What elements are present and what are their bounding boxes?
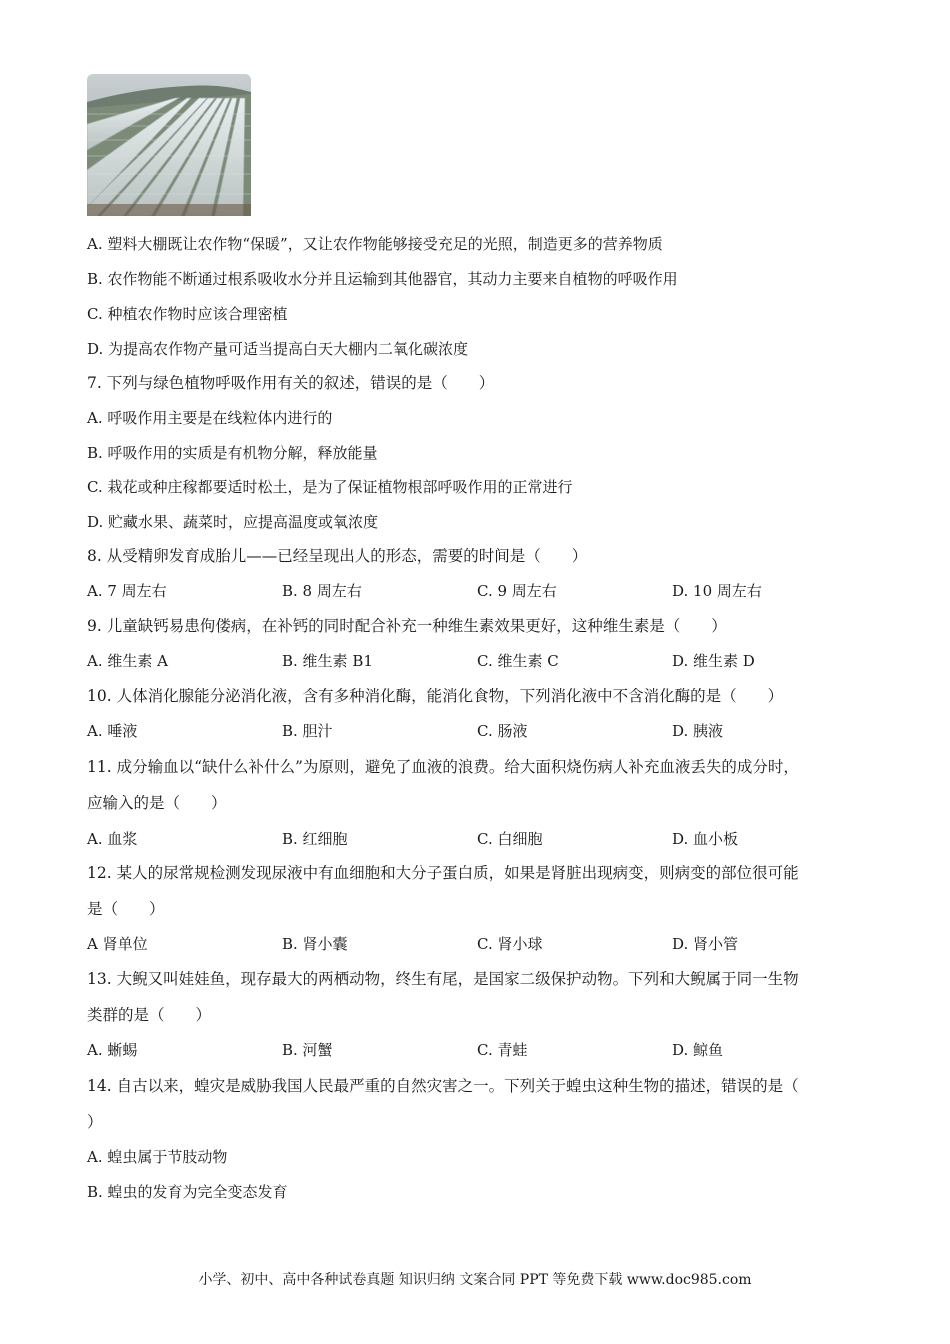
q13-option-c: C. 青蛙 xyxy=(477,1041,528,1059)
q8-option-d: D. 10 周左右 xyxy=(672,582,762,600)
q8-stem: 8. 从受精卵发育成胎儿——已经呈现出人的形态，需要的时间是（ ） xyxy=(87,547,588,565)
q12-stem-line2: 是（ ） xyxy=(87,900,165,918)
q10-stem: 10. 人体消化腺能分泌消化液，含有多种消化酶，能消化食物，下列消化液中不含消化酶的是（ ） xyxy=(87,687,784,705)
q14-option-a: A. 蝗虫属于节肢动物 xyxy=(87,1148,228,1166)
q13-stem-line1: 13. 大鲵又叫娃娃鱼，现存最大的两栖动物，终生有尾，是国家二级保护动物。下列和大鲵属于同一生物 xyxy=(87,970,799,988)
q7-option-d: D. 贮藏水果、蔬菜时，应提高温度或氧浓度 xyxy=(87,513,379,531)
q9-stem: 9. 儿童缺钙易患佝偻病，在补钙的同时配合补充一种维生素效果更好，这种维生素是（ ） xyxy=(87,617,727,635)
q11-option-a: A. 血浆 xyxy=(87,830,138,848)
q7-option-a: A. 呼吸作用主要是在线粒体内进行的 xyxy=(87,409,333,427)
q14-stem-line2: ） xyxy=(87,1113,103,1131)
q9-option-b: B. 维生素 B1 xyxy=(282,652,373,670)
q12-options xyxy=(87,934,877,954)
q13-option-a: A. 蜥蜴 xyxy=(87,1041,138,1059)
q6-option-d: D. 为提高农作物产量可适当提高白天大棚内二氧化碳浓度 xyxy=(87,340,469,358)
q10-option-d: D. 胰液 xyxy=(672,722,724,740)
q6-option-b: B. 农作物能不断通过根系吸收水分并且运输到其他器官，其动力主要来自植物的呼吸作用 xyxy=(87,270,678,288)
page-footer: 小学、初中、高中各种试卷真题 知识归纳 文案合同 PPT 等免费下载 www.doc985.com xyxy=(198,1272,752,1288)
q12-stem-line1: 12. 某人的尿常规检测发现尿液中有血细胞和大分子蛋白质，如果是肾脏出现病变，则病变的部位很可能 xyxy=(87,864,799,882)
q12-option-d: D. 肾小管 xyxy=(672,935,739,953)
q8-option-b: B. 8 周左右 xyxy=(282,582,362,600)
q7-option-b: B. 呼吸作用的实质是有机物分解，释放能量 xyxy=(87,444,378,462)
q6-option-c: C. 种植农作物时应该合理密植 xyxy=(87,305,288,323)
q7-stem: 7. 下列与绿色植物呼吸作用有关的叙述，错误的是（ ） xyxy=(87,374,495,392)
q14-option-b: B. 蝗虫的发育为完全变态发育 xyxy=(87,1183,288,1201)
greenhouse-photo xyxy=(87,74,251,216)
q8-option-a: A. 7 周左右 xyxy=(87,582,167,600)
q9-option-a: A. 维生素 A xyxy=(87,652,168,670)
q13-option-b: B. 河蟹 xyxy=(282,1041,333,1059)
q9-options xyxy=(87,651,877,671)
q10-options xyxy=(87,721,877,741)
q14-stem-line1: 14. 自古以来，蝗灾是威胁我国人民最严重的自然灾害之一。下列关于蝗虫这种生物的描述，错误的是（ xyxy=(87,1077,799,1095)
q11-stem-line2: 应输入的是（ ） xyxy=(87,794,227,812)
q10-option-a: A. 唾液 xyxy=(87,722,138,740)
q9-option-d: D. 维生素 D xyxy=(672,652,755,670)
q11-options xyxy=(87,829,877,849)
q12-option-c: C. 肾小球 xyxy=(477,935,543,953)
q9-option-c: C. 维生素 C xyxy=(477,652,559,670)
q13-stem-line2: 类群的是（ ） xyxy=(87,1006,212,1024)
q10-option-b: B. 胆汁 xyxy=(282,722,333,740)
q11-option-c: C. 白细胞 xyxy=(477,830,543,848)
q7-option-c: C. 栽花或种庄稼都要适时松土，是为了保证植物根部呼吸作用的正常进行 xyxy=(87,478,573,496)
q8-options xyxy=(87,581,877,601)
q11-option-b: B. 红细胞 xyxy=(282,830,348,848)
q10-option-c: C. 肠液 xyxy=(477,722,528,740)
q13-options xyxy=(87,1040,877,1060)
q12-option-b: B. 肾小囊 xyxy=(282,935,348,953)
q8-option-c: C. 9 周左右 xyxy=(477,582,557,600)
q11-option-d: D. 血小板 xyxy=(672,830,739,848)
q11-stem-line1: 11. 成分输血以“缺什么补什么”为原则，避免了血液的浪费。给大面积烧伤病人补充血液丢失的成分时， xyxy=(87,758,799,776)
q12-option-a: A 肾单位 xyxy=(87,935,148,953)
q6-option-a: A. 塑料大棚既让农作物“保暖”，又让农作物能够接受充足的光照，制造更多的营养物质 xyxy=(87,235,663,253)
q13-option-d: D. 鲸鱼 xyxy=(672,1041,724,1059)
